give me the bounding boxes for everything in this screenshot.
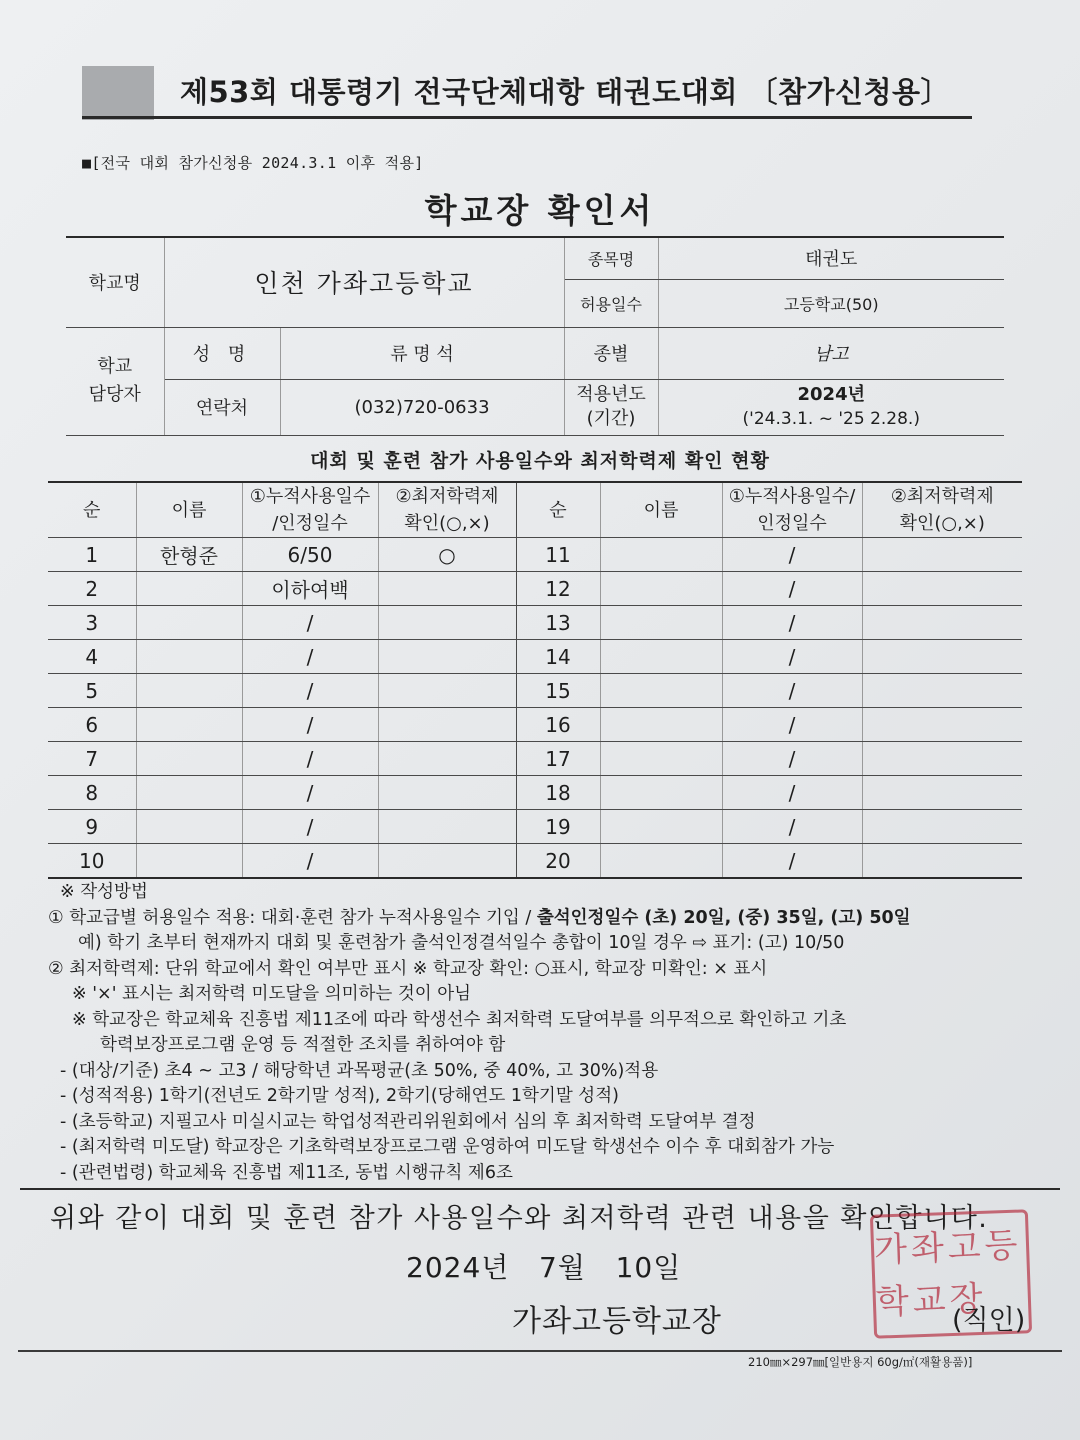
contact-value: (032)720-0633: [280, 379, 564, 435]
principal-title: 가좌고등학교장: [512, 1304, 722, 1339]
row-no-right: 19: [516, 810, 600, 844]
row-edu-check-left: [378, 844, 516, 879]
row-days-left: /: [242, 776, 378, 810]
row-edu-check-right: [862, 572, 1022, 606]
header-days-right-line2: 인정일수: [757, 513, 827, 534]
manager-label: 학교 담당자: [66, 327, 164, 435]
row-name-right: [600, 844, 722, 879]
allowed-days-label: 허용일수: [564, 279, 658, 327]
footer-divider: [18, 1350, 1062, 1352]
row-days-right: /: [722, 708, 862, 742]
row-edu-check-left: [378, 640, 516, 674]
row-name-right: [600, 674, 722, 708]
row-days-left: /: [242, 810, 378, 844]
row-no-right: 14: [516, 640, 600, 674]
status-title: 대회 및 훈련 참가 사용일수와 최저학력제 확인 현황: [310, 450, 770, 472]
row-edu-check-left: [378, 674, 516, 708]
instruction-item-2-note-3: 학력보장프로그램 운영 등 적절한 조치를 취하여야 함: [100, 1035, 506, 1055]
instruction-detail-3: - (초등학교) 지필고사 미실시교는 학업성적관리위원회에서 심의 후 최저학력 도달여부 결정: [60, 1111, 756, 1132]
instruction-item-1-example: 예) 학기 초부터 현재까지 대회 및 훈련참가 출석인정결석일수 총합이 10일 경우 ⇨ 표기: (고) 10/50: [78, 933, 845, 953]
manager-name-label: 성 명: [164, 327, 280, 379]
row-no-left: 1: [48, 538, 136, 572]
row-no-left: 5: [48, 674, 136, 708]
row-edu-check-left: ○: [378, 538, 516, 572]
year-value-cell: [658, 379, 1004, 435]
header-edu-left: [378, 482, 516, 538]
table-row: [48, 776, 1022, 810]
row-name-left: [136, 742, 242, 776]
row-edu-check-right: [862, 810, 1022, 844]
school-name-label: 학교명: [66, 237, 164, 327]
row-name-left: [136, 776, 242, 810]
row-name-right: [600, 742, 722, 776]
instruction-detail-1: - (대상/기준) 초4 ~ 고3 / 해당학년 과목평균(초 50%, 중 40%, 고 30%)적용: [60, 1060, 659, 1081]
row-name-right: [600, 810, 722, 844]
row-days-left: /: [242, 844, 378, 879]
header-days-right: [722, 482, 862, 538]
school-info-table: [66, 236, 1004, 436]
row-no-right: 11: [516, 538, 600, 572]
header-days-left: [242, 482, 378, 538]
row-name-left: [136, 810, 242, 844]
instruction-item-1: [48, 906, 1038, 932]
application-note: ■[전국 대회 참가신청용 2024.3.1 이후 적용]: [82, 154, 424, 172]
allowed-days-value: 고등학교(50): [658, 279, 1004, 327]
header-no-right: 순: [516, 482, 600, 538]
gender-value: 남고: [658, 327, 1004, 379]
paper-spec-note: 210㎜×297㎜[일반용지 60g/㎡(재활용품)]: [748, 1355, 973, 1369]
year-period: ('24.3.1. ~ '25 2.28.): [742, 409, 920, 429]
row-edu-check-right: [862, 538, 1022, 572]
row-no-left: 10: [48, 844, 136, 879]
row-no-left: 6: [48, 708, 136, 742]
row-days-left: /: [242, 708, 378, 742]
row-days-right: /: [722, 640, 862, 674]
row-days-left: /: [242, 606, 378, 640]
row-days-left: /: [242, 674, 378, 708]
row-edu-check-left: [378, 572, 516, 606]
table-row: [48, 810, 1022, 844]
header-edu-left-line1: ②최저학력제: [395, 486, 499, 507]
row-days-left: 이하여백: [242, 572, 378, 606]
row-no-left: 4: [48, 640, 136, 674]
manager-name-value: 류 명 석: [280, 327, 564, 379]
header-days-right-line1: ①누적사용일수/: [728, 486, 856, 507]
instruction-item-2: ② 최저학력제: 단위 학교에서 확인 여부만 표시 ※ 학교장 확인: ○표시, 학교장 미확인: × 표시: [48, 958, 768, 979]
row-days-right: /: [722, 810, 862, 844]
row-no-right: 20: [516, 844, 600, 879]
row-edu-check-left: [378, 742, 516, 776]
title-divider: [82, 116, 972, 119]
instruction-detail-5: - (관련법령) 학교체육 진흥법 제11조, 동법 시행규칙 제6조: [60, 1162, 513, 1183]
row-edu-check-right: [862, 776, 1022, 810]
row-days-right: /: [722, 572, 862, 606]
header-days-left-line1: ①누적사용일수: [249, 486, 371, 507]
row-no-left: 7: [48, 742, 136, 776]
row-days-right: /: [722, 776, 862, 810]
table-row: [48, 844, 1022, 879]
header-days-left-line2: /인정일수: [272, 513, 348, 534]
event-value: 태권도: [658, 237, 1004, 279]
row-edu-check-left: [378, 810, 516, 844]
contact-label: 연락처: [164, 379, 280, 435]
row-name-left: [136, 708, 242, 742]
row-name-right: [600, 708, 722, 742]
row-edu-check-right: [862, 708, 1022, 742]
table-row: [48, 708, 1022, 742]
year-sub-label: (기간): [586, 408, 636, 429]
row-edu-check-left: [378, 708, 516, 742]
row-edu-check-right: [862, 742, 1022, 776]
seal-mark: (직인): [952, 1305, 1026, 1336]
row-days-right: /: [722, 606, 862, 640]
row-no-left: 3: [48, 606, 136, 640]
header-edu-right-line1: ②최저학력제: [890, 486, 994, 507]
table-row: [48, 640, 1022, 674]
school-name-value: 인천 가좌고등학교: [164, 237, 564, 327]
instructions-heading: ※ 작성방법: [60, 882, 148, 902]
year-label: 적용년도: [576, 384, 646, 405]
tournament-title: 제53회 대통령기 전국단체대항 태권도대회 〔참가신청용〕: [179, 75, 951, 109]
instruction-item-2-note-1: ※ '×' 표시는 최저학력 미도달을 의미하는 것이 아님: [72, 984, 472, 1004]
table-row: [48, 572, 1022, 606]
header-edu-right: [862, 482, 1022, 538]
row-no-right: 13: [516, 606, 600, 640]
row-name-left: 한형준: [136, 538, 242, 572]
bottom-divider: [20, 1188, 1060, 1190]
row-edu-check-right: [862, 844, 1022, 879]
row-edu-check-right: [862, 640, 1022, 674]
row-name-right: [600, 606, 722, 640]
row-name-left: [136, 572, 242, 606]
table-row: [48, 674, 1022, 708]
row-no-right: 18: [516, 776, 600, 810]
row-days-right: /: [722, 844, 862, 879]
confirmation-statement: 위와 같이 대회 및 훈련 참가 사용일수와 최저학력 관련 내용을 확인합니다.: [50, 1203, 989, 1234]
instruction-item-2-note-2: ※ 학교장은 학교체육 진흥법 제11조에 따라 학생선수 최저학력 도달여부를 의무적으로 확인하고 기초: [72, 1009, 847, 1030]
row-edu-check-left: [378, 776, 516, 810]
table-row: [48, 742, 1022, 776]
event-label: 종목명: [564, 237, 658, 279]
row-days-right: /: [722, 742, 862, 776]
row-days-right: /: [722, 538, 862, 572]
row-days-left: 6/50: [242, 538, 378, 572]
document-title: 학교장 확인서: [424, 191, 656, 230]
year-value: 2024년: [797, 384, 865, 405]
usage-table-body: [48, 538, 1022, 879]
seal-lettering: 가좌고등학교장: [873, 1225, 1023, 1323]
row-no-left: 2: [48, 572, 136, 606]
row-no-left: 8: [48, 776, 136, 810]
usage-table: [48, 481, 1022, 879]
gender-label: 종별: [564, 327, 658, 379]
row-edu-check-right: [862, 674, 1022, 708]
header-name-right: 이름: [600, 482, 722, 538]
row-days-left: /: [242, 640, 378, 674]
row-days-left: /: [242, 742, 378, 776]
row-edu-check-left: [378, 606, 516, 640]
instruction-item-1-text: ① 학교급별 허용일수 적용: 대회·훈련 참가 누적사용일수 기입 /: [48, 907, 537, 928]
table-row: [48, 538, 1022, 572]
row-name-left: [136, 844, 242, 879]
header-name-left: 이름: [136, 482, 242, 538]
header-edu-left-line2: 확인(○,×): [404, 513, 490, 534]
confirmation-date: 2024년 7월 10일: [406, 1251, 682, 1284]
row-name-left: [136, 640, 242, 674]
table-row: [48, 606, 1022, 640]
instruction-detail-4: - (최저학력 미도달) 학교장은 기초학력보장프로그램 운영하여 미도달 학생선수 이수 후 대회참가 가능: [60, 1137, 835, 1157]
row-name-left: [136, 606, 242, 640]
instructions: [48, 880, 1038, 1186]
row-edu-check-right: [862, 606, 1022, 640]
instruction-item-1-bold: 출석인정일수 (초) 20일, (중) 35일, (고) 50일: [536, 907, 911, 928]
row-no-right: 17: [516, 742, 600, 776]
header-no-left: 순: [48, 482, 136, 538]
row-days-right: /: [722, 674, 862, 708]
row-name-right: [600, 538, 722, 572]
header-edu-right-line2: 확인(○,×): [899, 513, 985, 534]
row-no-left: 9: [48, 810, 136, 844]
instruction-detail-2: - (성적적용) 1학기(전년도 2학기말 성적), 2학기(당해연도 1학기말 성적): [60, 1086, 619, 1106]
row-name-left: [136, 674, 242, 708]
year-label-cell: [564, 379, 658, 435]
row-name-right: [600, 776, 722, 810]
row-no-right: 16: [516, 708, 600, 742]
row-name-right: [600, 572, 722, 606]
row-name-right: [600, 640, 722, 674]
row-no-right: 15: [516, 674, 600, 708]
row-no-right: 12: [516, 572, 600, 606]
